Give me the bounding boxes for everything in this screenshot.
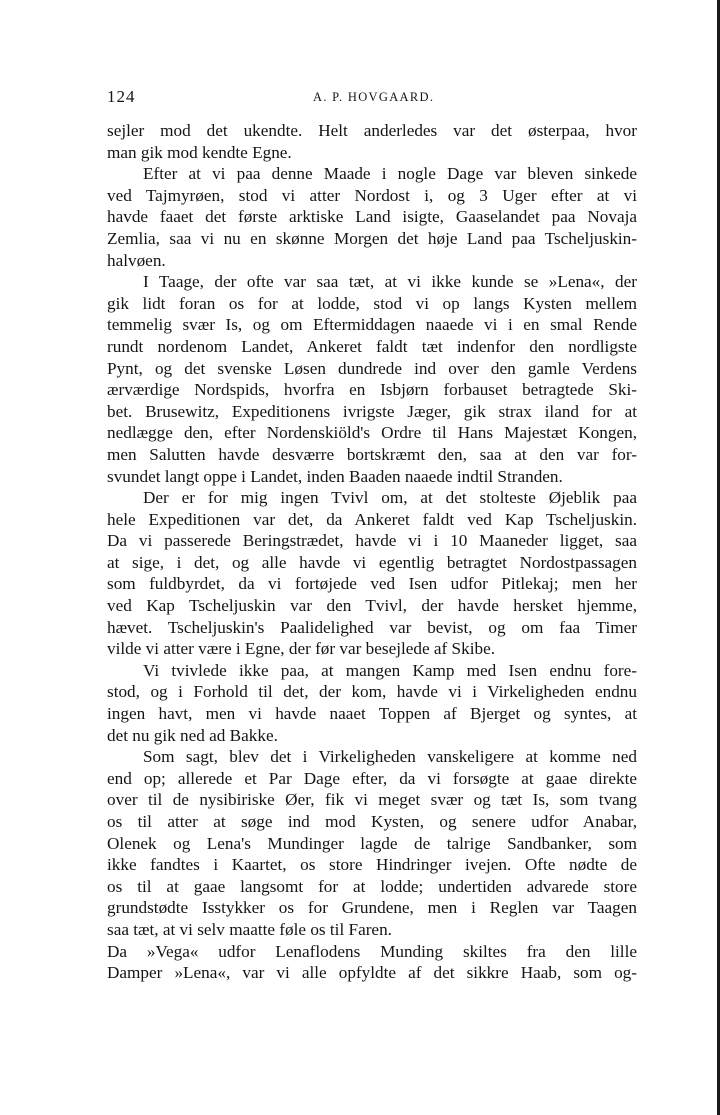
text-line: ikke fandtes i Kaartet, os store Hindringer ivejen. Ofte nødte de bbox=[107, 855, 637, 875]
text-line: bet. Brusewitz, Expeditionens ivrigste Jæger, gik strax iland for at bbox=[107, 401, 637, 421]
text-line: ved Tajmyrøen, stod vi atter Nordost i, og 3 Uger efter at vi bbox=[107, 185, 637, 205]
text-line: stod, og i Forhold til det, der kom, havde vi i Virkeligheden endnu bbox=[107, 682, 637, 702]
text-line: Efter at vi paa denne Maade i nogle Dage var bleven sinkede bbox=[143, 164, 637, 184]
text-line: hævet. Tscheljuskin's Paalidelighed var bevist, og om faa Timer bbox=[107, 617, 637, 637]
text-line: temmelig svær Is, og om Eftermiddagen naaede vi i en smal Rende bbox=[107, 315, 637, 335]
text-line: Olenek og Lena's Mundinger lagde de talrige Sandbanker, som bbox=[107, 833, 637, 853]
text-line: halvøen. bbox=[107, 250, 166, 270]
text-line: gik lidt foran os for at lodde, stod vi op langs Kysten mellem bbox=[107, 293, 637, 313]
text-line: havde faaet det første arktiske Land isigte, Gaaselandet paa Novaja bbox=[107, 207, 637, 227]
text-line: over til de nysibiriske Øer, fik vi meget svær og tæt Is, som tvang bbox=[107, 790, 637, 810]
text-line: Zemlia, saa vi nu en skønne Morgen det høje Land paa Tscheljuskin- bbox=[107, 228, 637, 248]
text-line: Som sagt, blev det i Virkeligheden vanskeligere at komme ned bbox=[143, 747, 637, 767]
text-line: at sige, i det, og alle havde vi egentlig betragtet Nordostpassagen bbox=[107, 552, 637, 572]
text-line: I Taage, der ofte var saa tæt, at vi ikke kunde se »Lena«, der bbox=[143, 272, 637, 292]
text-line: nedlægge den, efter Nordenskiöld's Ordre til Hans Majestæt Kongen, bbox=[107, 423, 637, 443]
text-line: rundt nordenom Landet, Ankeret faldt tæt indenfor den nordligste bbox=[107, 336, 637, 356]
text-line: svundet langt oppe i Landet, inden Baaden naaede indtil Stranden. bbox=[107, 466, 563, 486]
text-line: Vi tvivlede ikke paa, at mangen Kamp med Isen endnu fore- bbox=[143, 660, 637, 680]
text-line: ærværdige Nordspids, hvorfra en Isbjørn forbauset betragtede Ski- bbox=[107, 380, 637, 400]
text-line: saa tæt, at vi selv maatte føle os til Faren. bbox=[107, 919, 392, 939]
text-line: grundstødte Isstykker os for Grundene, men i Reglen var Taagen bbox=[107, 898, 637, 918]
text-line: ingen havt, men vi havde naaet Toppen af Bjerget og syntes, at bbox=[107, 704, 637, 724]
page-number: 124 bbox=[107, 87, 136, 106]
text-line: Da vi passerede Beringstrædet, havde vi i 10 Maaneder ligget, saa bbox=[107, 531, 637, 551]
running-head: A. P. HOVGAARD. bbox=[313, 90, 435, 104]
text-line: vilde vi atter være i Egne, der før var besejlede af Skibe. bbox=[107, 639, 496, 659]
text-line: Da »Vega« udfor Lenaflodens Munding skiltes fra den lille bbox=[107, 941, 637, 961]
text-line: som fuldbyrdet, da vi fortøjede ved Isen udfor Pitlekaj; men her bbox=[107, 574, 637, 594]
body-text bbox=[107, 120, 637, 984]
text-line: Der er for mig ingen Tvivl om, at det stolteste Øjeblik paa bbox=[143, 488, 637, 508]
text-line: ved Kap Tscheljuskin var den Tvivl, der havde hersket hjemme, bbox=[107, 596, 637, 616]
text-line: os til at gaae langsomt for at lodde; undertiden advarede store bbox=[107, 876, 637, 896]
text-line: man gik mod kendte Egne. bbox=[107, 142, 292, 162]
text-line: Pynt, og det svenske Løsen dundrede ind over den gamle Verdens bbox=[107, 358, 637, 378]
text-line: det nu gik ned ad Bakke. bbox=[107, 725, 278, 745]
text-line: os til atter at søge ind mod Kysten, og senere udfor Anabar, bbox=[107, 812, 637, 831]
text-line: hele Expeditionen var det, da Ankeret faldt ved Kap Tscheljuskin. bbox=[107, 509, 637, 529]
text-line: Damper »Lena«, var vi alle opfyldte af det sikkre Haab, som og- bbox=[107, 963, 637, 983]
text-line: end op; allerede et Par Dage efter, da vi forsøgte at gaae direkte bbox=[107, 768, 637, 788]
text-line: sejler mod det ukendte. Helt anderledes var det østerpaa, hvor bbox=[107, 121, 637, 140]
text-line: men Salutten havde desværre bortskræmt den, saa at den var for- bbox=[107, 444, 637, 464]
